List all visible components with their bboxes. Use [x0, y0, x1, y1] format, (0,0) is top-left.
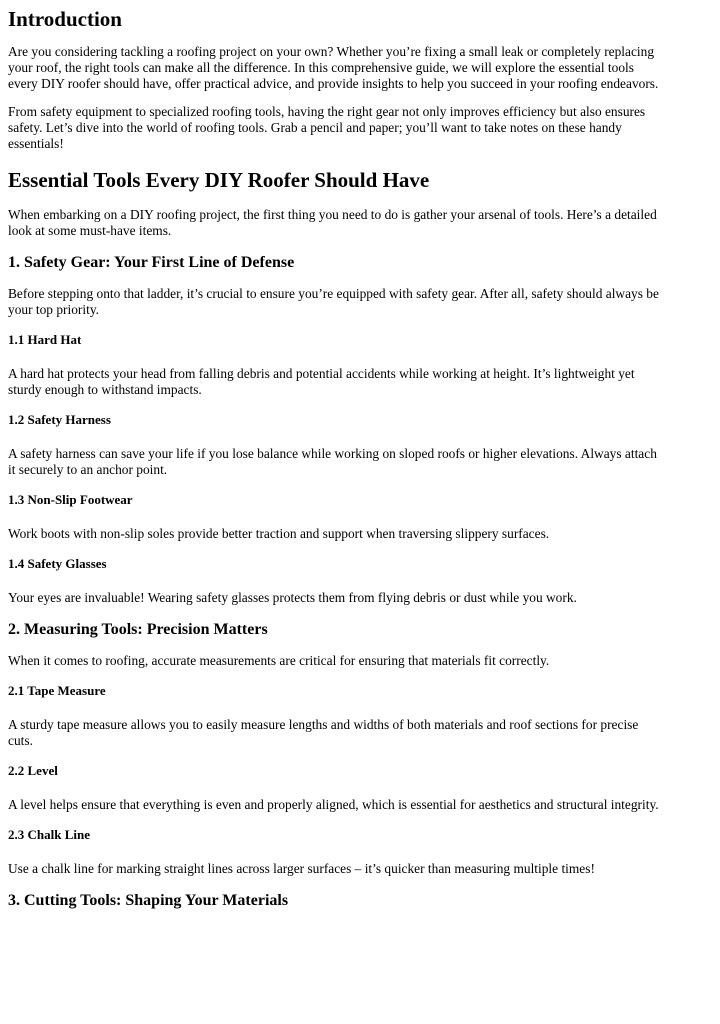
text-line: A safety harness can save your life if you lose balance while working on sloped roofs or higher elevations. Always attach [8, 446, 657, 461]
text-line: look at some must-have items. [8, 223, 172, 238]
text-line: it securely to an anchor point. [8, 462, 168, 477]
measuring-heading: 2. Measuring Tools: Precision Matters [8, 621, 268, 638]
safety-heading: 1. Safety Gear: Your First Line of Defense [8, 254, 295, 271]
tape-measure-heading: 2.1 Tape Measure [8, 683, 106, 698]
hard-hat-heading: 1.1 Hard Hat [8, 332, 82, 347]
safety-glasses-text [8, 590, 712, 606]
level-heading: 2.2 Level [8, 763, 58, 778]
text-line: your roof, the right tools can make all the difference. In this comprehensive guide, we will explore the essential tools [8, 60, 634, 75]
intro-paragraph-2 [8, 104, 712, 152]
cutting-heading: 3. Cutting Tools: Shaping Your Materials [8, 892, 289, 909]
safety-intro [8, 286, 712, 318]
essentials-heading: Essential Tools Every DIY Roofer Should Have [8, 168, 430, 192]
intro-paragraph-1 [8, 44, 712, 92]
text-line: When embarking on a DIY roofing project, the first thing you need to do is gather your arsenal of tools. Here’s a detailed [8, 207, 657, 222]
measuring-intro [8, 653, 712, 669]
text-line: Are you considering tackling a roofing project on your own? Whether you’re fixing a small leak or completely replacing [8, 44, 655, 59]
essentials-paragraph [8, 207, 712, 239]
chalk-line-heading: 2.3 Chalk Line [8, 827, 90, 842]
text-line: sturdy enough to withstand impacts. [8, 382, 202, 397]
safety-harness-heading: 1.2 Safety Harness [8, 412, 111, 427]
intro-heading: Introduction [8, 7, 122, 31]
text-line: Use a chalk line for marking straight lines across larger surfaces – it’s quicker than measuring multiple times! [8, 861, 595, 876]
article [0, 7, 720, 911]
safety-harness-text [8, 446, 712, 478]
text-line: Work boots with non-slip soles provide better traction and support when traversing slippery surfaces. [8, 526, 550, 541]
non-slip-footwear-text [8, 526, 712, 542]
non-slip-footwear-heading: 1.3 Non-Slip Footwear [8, 492, 133, 507]
tape-measure-text [8, 717, 712, 749]
text-line: safety. Let’s dive into the world of roofing tools. Grab a pencil and paper; you’ll want to take notes on these handy [8, 120, 622, 135]
text-line: Your eyes are invaluable! Wearing safety glasses protects them from flying debris or dust while you work. [8, 590, 577, 605]
text-line: From safety equipment to specialized roofing tools, having the right gear not only improves efficiency but also ensures [8, 104, 646, 119]
text-line: A level helps ensure that everything is even and properly aligned, which is essential for aesthetics and structural integrity. [8, 797, 659, 812]
text-line: A sturdy tape measure allows you to easily measure lengths and widths of both materials and roof sections for precise [8, 717, 639, 732]
safety-glasses-heading: 1.4 Safety Glasses [8, 556, 107, 571]
text-line: essentials! [8, 136, 64, 151]
text-line: cuts. [8, 733, 33, 748]
text-line: your top priority. [8, 302, 99, 317]
text-line: A hard hat protects your head from falling debris and potential accidents while working at height. It’s lightweight yet [8, 366, 635, 381]
level-text [8, 797, 712, 813]
hard-hat-text [8, 366, 712, 398]
text-line: every DIY roofer should have, offer practical advice, and provide insights to help you succeed in your roofing endeavors. [8, 76, 659, 91]
text-line: Before stepping onto that ladder, it’s crucial to ensure you’re equipped with safety gear. After all, safety should always be [8, 286, 659, 301]
text-line: When it comes to roofing, accurate measurements are critical for ensuring that materials fit correctly. [8, 653, 550, 668]
chalk-line-text [8, 861, 712, 877]
